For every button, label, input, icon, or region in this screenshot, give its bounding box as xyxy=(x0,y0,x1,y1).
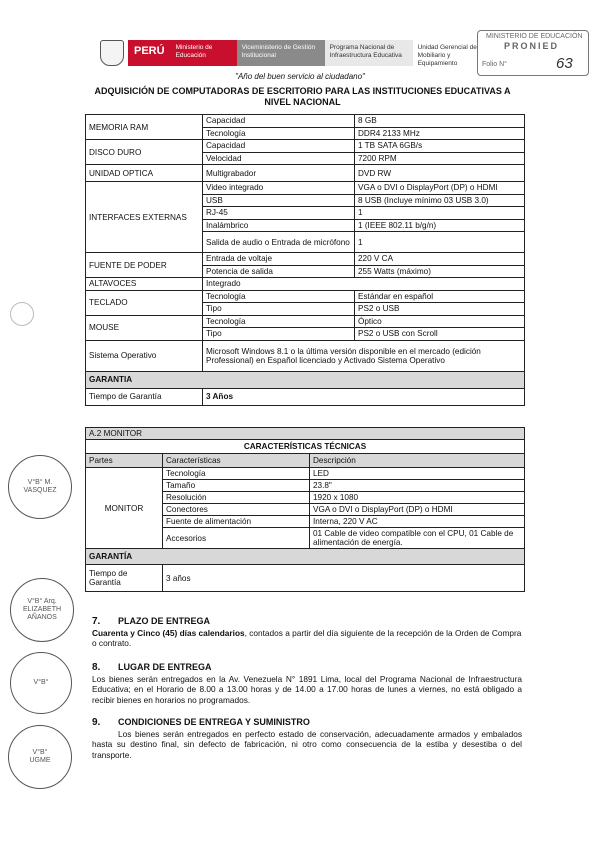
spec-key: Multigrabador xyxy=(203,165,355,182)
spec-value: 1 xyxy=(355,232,525,253)
peru-label: PERÚ xyxy=(128,40,171,66)
spec-label: MEMORIA RAM xyxy=(86,115,203,140)
spec-value: 7200 RPM xyxy=(355,152,525,165)
spec-value: 8 USB (Incluye mínimo 03 USB 3.0) xyxy=(355,194,525,207)
section-number: 9. xyxy=(92,717,101,728)
spec-label: INTERFACES EXTERNAS xyxy=(86,182,203,253)
stamp-line2: PRONIED xyxy=(504,41,560,51)
monitor-part: MONITOR xyxy=(86,468,163,549)
folio-number: 63 xyxy=(556,55,573,72)
section-text: , contados a partir del día siguiente de la recepción de la Orden de Compra o contrato. xyxy=(92,627,522,648)
table-row xyxy=(86,140,525,153)
table-row xyxy=(86,290,525,303)
spec-label: TECLADO xyxy=(86,290,203,315)
col-descripcion: Descripción xyxy=(310,454,525,468)
spec-label: DISCO DURO xyxy=(86,140,203,165)
programa-label: Programa Nacional de Infraestructura Educativa xyxy=(325,40,413,66)
monitor-garantia-header: GARANTÍA xyxy=(86,549,525,565)
section-number: 7. xyxy=(92,616,101,627)
punch-hole xyxy=(10,302,34,326)
monitor-key: Accesorios xyxy=(163,528,310,549)
col-caracteristicas: Características xyxy=(163,454,310,468)
monitor-value: 1920 x 1080 xyxy=(310,492,525,504)
slogan: "Año del buen servicio al ciudadano" xyxy=(235,72,365,81)
spec-label: MOUSE xyxy=(86,315,203,340)
spec-value: DDR4 2133 MHz xyxy=(355,127,525,140)
section-text: Los bienes serán entregados en la Av. Venezuela N° 1891 Lima, local del Programa Nacional de Infraestructura Educativa; en el Horario de 8.00 a 13.00 horas y de 14.00 a 17.00 horas de lunes a viernes, no está obligado a recibir bienes en horarios no programados. xyxy=(92,673,522,705)
spec-key: Tipo xyxy=(203,303,355,316)
folio-label: Folio N° xyxy=(482,61,507,68)
spec-value: 1 TB SATA 6GB/s xyxy=(355,140,525,153)
monitor-value: LED xyxy=(310,468,525,480)
monitor-value: 01 Cable de video compatible con el CPU, 01 Cable de alimentación de energía. xyxy=(310,528,525,549)
spec-key: Entrada de voltaje xyxy=(203,253,355,266)
seal-stamp-2 xyxy=(10,578,74,642)
spec-key: Tecnología xyxy=(203,127,355,140)
seal-text: V°B° xyxy=(33,679,49,686)
monitor-value: 23.8" xyxy=(310,480,525,492)
table-row xyxy=(86,371,525,388)
seal-stamp-3 xyxy=(10,652,72,714)
monitor-section-label: A.2 MONITOR xyxy=(86,428,525,440)
table-row xyxy=(86,565,525,592)
spec-value: Estándar en español xyxy=(355,290,525,303)
section-title: PLAZO DE ENTREGA xyxy=(118,616,211,626)
viceministerio-label: Viceministerio de Gestión Institucional xyxy=(237,40,325,66)
spec-value: 255 Watts (máximo) xyxy=(355,265,525,278)
table-row xyxy=(86,165,525,182)
spec-key: Video integrado xyxy=(203,182,355,195)
spec-key: Capacidad xyxy=(203,115,355,128)
table-row xyxy=(86,182,525,195)
monitor-garantia-key: Tiempo de Garantía xyxy=(86,565,163,592)
monitor-value: Interna, 220 V AC xyxy=(310,516,525,528)
spec-value: Óptico xyxy=(355,315,525,328)
cpu-specs-table xyxy=(85,114,525,406)
spec-key: Velocidad xyxy=(203,152,355,165)
col-partes: Partes xyxy=(86,454,163,468)
spec-value: PS2 o USB con Scroll xyxy=(355,328,525,341)
folio-stamp xyxy=(477,30,589,76)
table-row xyxy=(86,454,525,468)
section-bold-text: Cuarenta y Cinco (45) días calendarios xyxy=(92,627,245,638)
section-title: LUGAR DE ENTREGA xyxy=(118,662,212,672)
spec-key: Salida de audio o Entrada de micrófono xyxy=(203,232,355,253)
table-row xyxy=(86,428,525,440)
garantia-header: GARANTIA xyxy=(86,371,525,388)
unidad-label: Unidad Gerencial de Mobiliario y Equipamiento xyxy=(413,40,491,66)
monitor-key: Tamaño xyxy=(163,480,310,492)
stamp-line1: MINISTERIO DE EDUCACIÓN xyxy=(486,33,583,40)
garantia-key: Tiempo de Garantía xyxy=(86,388,203,405)
table-row xyxy=(86,340,525,371)
table-row xyxy=(86,549,525,565)
spec-value: VGA o DVI o DisplayPort (DP) o HDMI xyxy=(355,182,525,195)
section-text: Los bienes serán entregados en perfecto estado de conservación, adecuadamente armados y embalados hasta su destino final, sin defecto de fabricación, ni otro como consecuencia de la estiba y desestiba o del transporte. xyxy=(92,728,522,760)
seal-text: V°B° Arq. ELIZABETH AÑANOS xyxy=(22,598,62,621)
table-row xyxy=(86,440,525,454)
monitor-value: VGA o DVI o DisplayPort (DP) o HDMI xyxy=(310,504,525,516)
table-row xyxy=(86,388,525,405)
monitor-garantia-value: 3 años xyxy=(163,565,525,592)
garantia-value: 3 Años xyxy=(203,388,525,405)
spec-value: 1 xyxy=(355,207,525,220)
spec-value: 220 V CA xyxy=(355,253,525,266)
spec-key: Tecnología xyxy=(203,315,355,328)
header-logos xyxy=(100,40,491,66)
spec-value: PS2 o USB xyxy=(355,303,525,316)
spec-label: Sistema Operativo xyxy=(86,340,203,371)
spec-label: FUENTE DE PODER xyxy=(86,253,203,278)
seal-stamp-4 xyxy=(8,725,72,789)
seal-stamp-1 xyxy=(8,455,72,519)
spec-key: USB xyxy=(203,194,355,207)
spec-value: Microsoft Windows 8.1 o la última versión disponible en el mercado (edición Professional) en Español licenciado y Activado Sistema Operativo xyxy=(203,340,525,371)
table-row xyxy=(86,253,525,266)
monitor-key: Conectores xyxy=(163,504,310,516)
monitor-key: Fuente de alimentación xyxy=(163,516,310,528)
seal-text: V°B° M. VASQUEZ xyxy=(23,479,57,494)
monitor-specs-table xyxy=(85,427,525,592)
spec-key: Tecnología xyxy=(203,290,355,303)
monitor-key: Tecnología xyxy=(163,468,310,480)
table-row xyxy=(86,115,525,128)
spec-value: 1 (IEEE 802.11 b/g/n) xyxy=(355,219,525,232)
section-plazo xyxy=(92,616,522,649)
seal-text: V°B° UGME xyxy=(29,749,51,764)
section-number: 8. xyxy=(92,662,101,673)
ministerio-label: Ministerio de Educación xyxy=(171,40,237,66)
spec-label: UNIDAD OPTICA xyxy=(86,165,203,182)
spec-value: DVD RW xyxy=(355,165,525,182)
monitor-key: Resolución xyxy=(163,492,310,504)
section-title: CONDICIONES DE ENTREGA Y SUMINISTRO xyxy=(118,717,310,727)
coat-of-arms-icon xyxy=(100,40,124,66)
spec-label: ALTAVOCES xyxy=(86,278,203,291)
spec-key: Tipo xyxy=(203,328,355,341)
spec-key: Capacidad xyxy=(203,140,355,153)
section-lugar xyxy=(92,662,522,705)
table-row xyxy=(86,278,525,291)
section-condiciones xyxy=(92,717,522,760)
spec-value: 8 GB xyxy=(355,115,525,128)
document-title: ADQUISICIÓN DE COMPUTADORAS DE ESCRITORIO PARA LAS INSTITUCIONES EDUCATIVAS A NIVEL NACIONAL xyxy=(94,86,511,107)
spec-key: Potencia de salida xyxy=(203,265,355,278)
caracteristicas-title: CARACTERÍSTICAS TÉCNICAS xyxy=(86,440,525,454)
spec-key: RJ-45 xyxy=(203,207,355,220)
table-row xyxy=(86,315,525,328)
spec-key: Inalámbrico xyxy=(203,219,355,232)
spec-value: Integrado xyxy=(203,278,525,291)
table-row xyxy=(86,468,525,480)
